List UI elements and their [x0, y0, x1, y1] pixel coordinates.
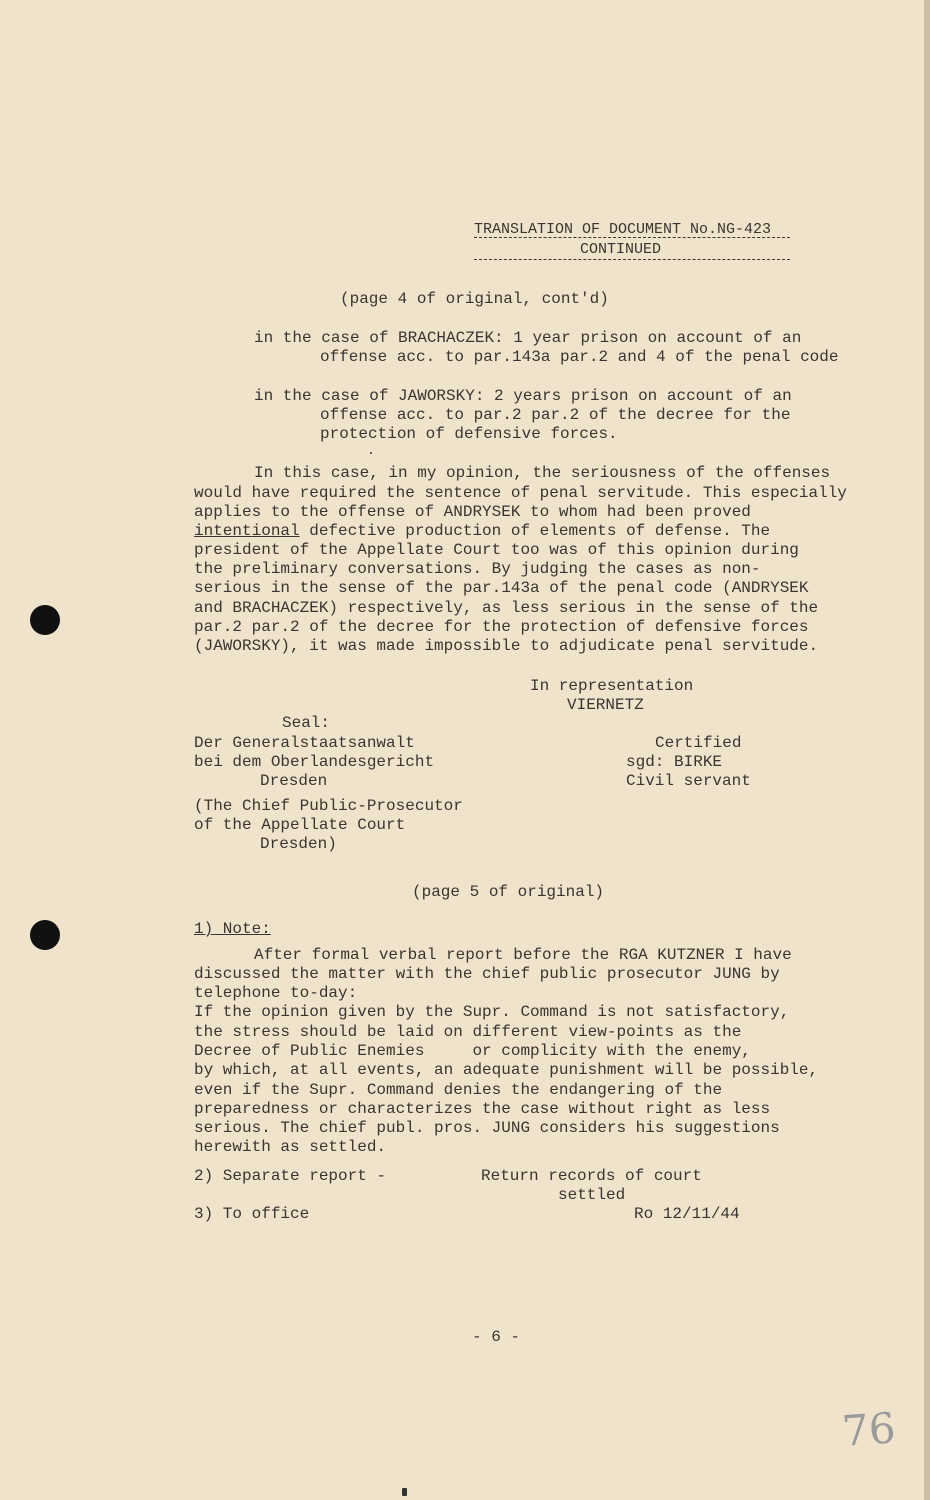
- opinion-para-line1: In this case, in my opinion, the seriousness of the offenses: [254, 464, 831, 482]
- opinion-para-line2: would have required the sentence of penal servitude. This especially: [194, 484, 847, 502]
- seal-line1: Der Generalstaatsanwalt: [194, 734, 415, 752]
- representative-name: VIERNETZ: [567, 696, 644, 714]
- opinion-para-line4-rest: defective production of elements of defense. The: [299, 522, 771, 540]
- opinion-para-line5: president of the Appellate Court too was of this opinion during: [194, 541, 799, 559]
- item2-separate-report: 2) Separate report -: [194, 1167, 387, 1185]
- opinion-para-line4: [194, 522, 770, 541]
- note-line7: by which, at all events, an adequate punishment will be possible,: [194, 1061, 819, 1079]
- note-line9: preparedness or characterizes the case without right as less: [194, 1100, 771, 1118]
- opinion-para-line6: the preliminary conversations. By judging the cases as non-: [194, 560, 761, 578]
- case-jaworsky-line1: in the case of JAWORSKY: 2 years prison on account of an: [254, 387, 792, 405]
- seal-translation-line1: (The Chief Public-Prosecutor: [194, 797, 463, 815]
- page-reference-4: (page 4 of original, cont'd): [340, 290, 609, 308]
- note-line5: the stress should be laid on different view-points as the: [194, 1023, 742, 1041]
- case-brachaczek-line1: in the case of BRACHACZEK: 1 year prison on account of an: [254, 329, 802, 347]
- representation-label: In representation: [530, 677, 694, 695]
- opinion-para-line8: and BRACHACZEK) respectively, as less serious in the sense of the: [194, 599, 819, 617]
- page-reference-5: (page 5 of original): [412, 883, 605, 901]
- signed-by: sgd: BIRKE: [626, 753, 723, 771]
- handwritten-page-number: 76: [840, 1403, 898, 1456]
- document-subtitle: CONTINUED: [580, 241, 662, 258]
- punch-hole-bottom: [30, 920, 60, 950]
- seal-line3: Dresden: [260, 772, 328, 790]
- civil-servant-label: Civil servant: [626, 772, 751, 790]
- note-label: 1) Note:: [194, 920, 271, 938]
- case-jaworsky-line2: offense acc. to par.2 par.2 of the decree for the: [320, 406, 791, 424]
- seal-line2: bei dem Oberlandesgericht: [194, 753, 435, 771]
- paper-speck: [402, 1488, 407, 1496]
- note-line8: even if the Supr. Command denies the endangering of the: [194, 1081, 723, 1099]
- note-line11: herewith as settled.: [194, 1138, 387, 1156]
- page-number: - 6 -: [472, 1328, 521, 1346]
- subtitle-underline: [474, 259, 790, 260]
- note-line1: After formal verbal report before the RGA KUTZNER I have: [254, 946, 792, 964]
- note-line4: If the opinion given by the Supr. Command is not satisfactory,: [194, 1003, 790, 1021]
- note-line3: telephone to-day:: [194, 984, 358, 1002]
- initials-date: Ro 12/11/44: [634, 1205, 740, 1223]
- document-title: TRANSLATION OF DOCUMENT No.NG-423: [474, 221, 772, 238]
- underlined-intentional: intentional: [194, 522, 300, 540]
- case-jaworsky-line3: protection of defensive forces.: [320, 425, 618, 443]
- seal-label: Seal:: [282, 714, 331, 732]
- note-line10: serious. The chief publ. pros. JUNG considers his suggestions: [194, 1119, 780, 1137]
- note-line6: Decree of Public Enemies or complicity with the enemy,: [194, 1042, 751, 1060]
- punch-hole-top: [30, 605, 60, 635]
- page-edge: [924, 0, 930, 1500]
- note-line2: discussed the matter with the chief public prosecutor JUNG by: [194, 965, 780, 983]
- paper-speck: [370, 452, 372, 454]
- title-underline: [474, 237, 790, 238]
- seal-translation-line2: of the Appellate Court: [194, 816, 406, 834]
- opinion-para-line3: applies to the offense of ANDRYSEK to whom had been proved: [194, 503, 751, 521]
- return-records-label: Return records of court: [481, 1167, 702, 1185]
- opinion-para-line9: par.2 par.2 of the decree for the protection of defensive forces: [194, 618, 809, 636]
- settled-label: settled: [558, 1186, 626, 1204]
- item3-to-office: 3) To office: [194, 1205, 310, 1223]
- case-brachaczek-line2: offense acc. to par.143a par.2 and 4 of the penal code: [320, 348, 839, 366]
- seal-translation-line3: Dresden): [260, 835, 337, 853]
- certified-label: Certified: [655, 734, 742, 752]
- opinion-para-line7: serious in the sense of the par.143a of the penal code (ANDRYSEK: [194, 579, 809, 597]
- opinion-para-line10: (JAWORSKY), it was made impossible to adjudicate penal servitude.: [194, 637, 819, 655]
